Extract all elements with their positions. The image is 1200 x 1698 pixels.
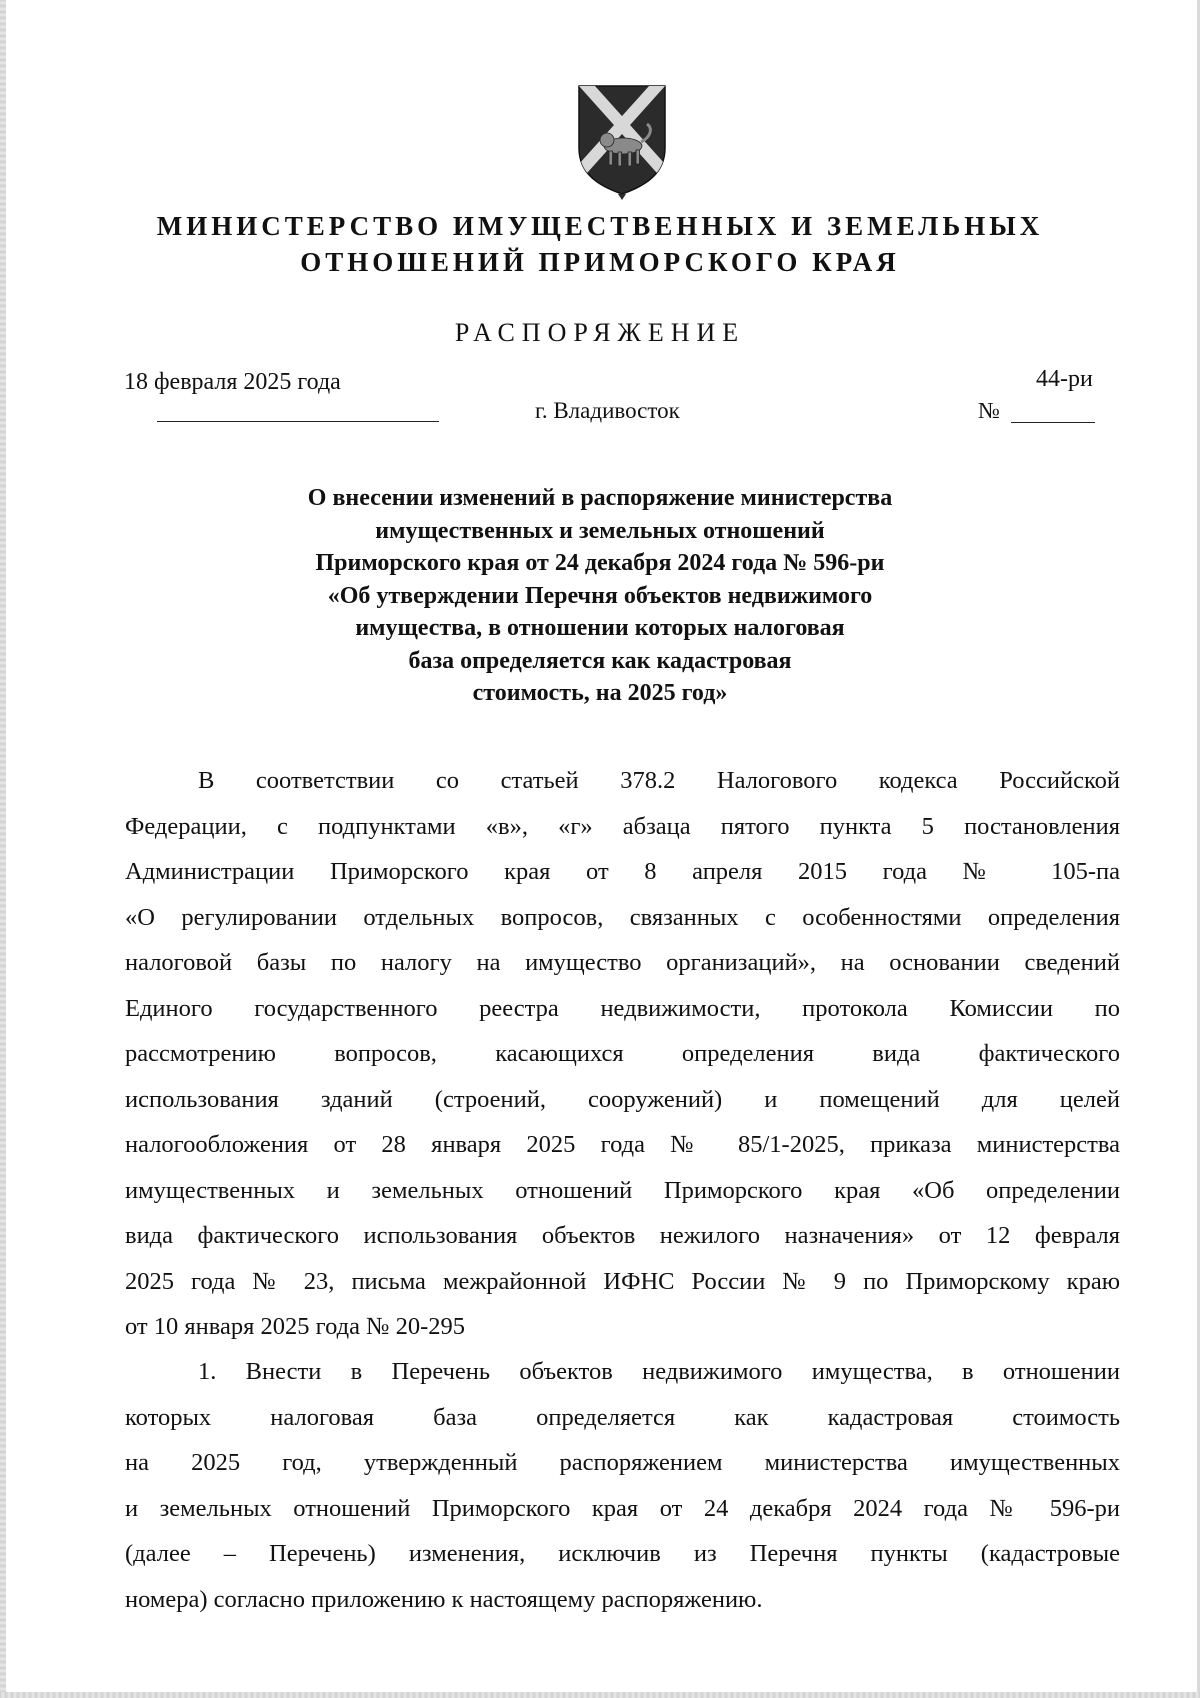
ministry-name-line: МИНИСТЕРСТВО ИМУЩЕСТВЕННЫХ И ЗЕМЕЛЬНЫХ	[156, 211, 1044, 241]
paragraph-line: 2025 года № 23, письма межрайонной ИФНС России № 9 по Приморскому краю	[125, 1267, 1120, 1295]
title-line: имущества, в отношении которых налоговая	[355, 615, 845, 641]
scan-edge-bottom	[0, 1692, 1200, 1698]
document-date: 18 февраля 2025 года	[124, 369, 341, 395]
title-line: Приморского края от 24 декабря 2024 года № 596-ри	[315, 550, 885, 576]
title-line: О внесении изменений в распоряжение министерства	[307, 485, 893, 511]
document-type: РАСПОРЯЖЕНИЕ	[454, 318, 746, 347]
preamble-paragraph	[125, 758, 1120, 1350]
ministry-name-line: ОТНОШЕНИЙ ПРИМОРСКОГО КРАЯ	[300, 247, 900, 277]
paragraph-line: которых налоговая база определяется как кадастровая стоимость	[125, 1403, 1120, 1431]
paragraph-line: номера) согласно приложению к настоящему распоряжению.	[125, 1585, 763, 1613]
title-line: стоимость, на 2025 год»	[472, 680, 728, 706]
title-line: «Об утверждении Перечня объектов недвижимого	[327, 582, 873, 609]
document-city: г. Владивосток	[535, 398, 680, 423]
paragraph-line: Единого государственного реестра недвижимости, протокола Комиссии по	[125, 994, 1120, 1022]
paragraph-line: имущественных и земельных отношений Приморского края «Об определении	[125, 1176, 1120, 1204]
paragraph-line: «О регулировании отдельных вопросов, связанных с особенностями определения	[125, 903, 1120, 931]
paragraph-line: вида фактического использования объектов нежилого назначения» от 12 февраля	[125, 1222, 1120, 1249]
clause-1-paragraph	[125, 1349, 1120, 1622]
paragraph-line: на 2025 год, утвержденный распоряжением министерства имущественных	[125, 1449, 1120, 1476]
number-sign: №	[978, 398, 1000, 423]
ministry-name	[0, 208, 1200, 280]
paragraph-line: рассмотрению вопросов, касающихся определения вида фактического	[125, 1040, 1120, 1067]
date-underline	[157, 421, 439, 422]
paragraph-line: Администрации Приморского края от 8 апреля 2015 года № 105-па	[125, 858, 1120, 885]
paragraph-line: от 10 января 2025 года № 20-295	[125, 1313, 466, 1340]
paragraph-line: Федерации, с подпунктами «в», «г» абзаца пятого пункта 5 постановления	[125, 812, 1120, 840]
paragraph-line: В соответствии со статьей 378.2 Налогового кодекса Российской	[198, 767, 1120, 794]
document-title	[200, 482, 1000, 710]
number-underline	[1011, 422, 1095, 423]
paragraph-line: и земельных отношений Приморского края от 24 декабря 2024 года № 596-ри	[125, 1494, 1120, 1522]
paragraph-line: налогообложения от 28 января 2025 года № 85/1-2025, приказа министерства	[125, 1131, 1120, 1158]
paragraph-line: использования зданий (строений, сооружений) и помещений для целей	[125, 1085, 1120, 1113]
primorsky-krai-coat-of-arms-icon	[573, 82, 671, 200]
paragraph-line: налоговой базы по налогу на имущество организаций», на основании сведений	[125, 949, 1120, 976]
paragraph-line: (далее – Перечень) изменения, исключив из Перечня пункты (кадастровые	[125, 1540, 1120, 1567]
title-line: имущественных и земельных отношений	[375, 517, 825, 544]
title-line: база определяется как кадастровая	[408, 647, 792, 674]
paragraph-line: 1. Внести в Перечень объектов недвижимого имущества, в отношении	[198, 1358, 1120, 1385]
document-number: 44-ри	[1036, 366, 1093, 392]
